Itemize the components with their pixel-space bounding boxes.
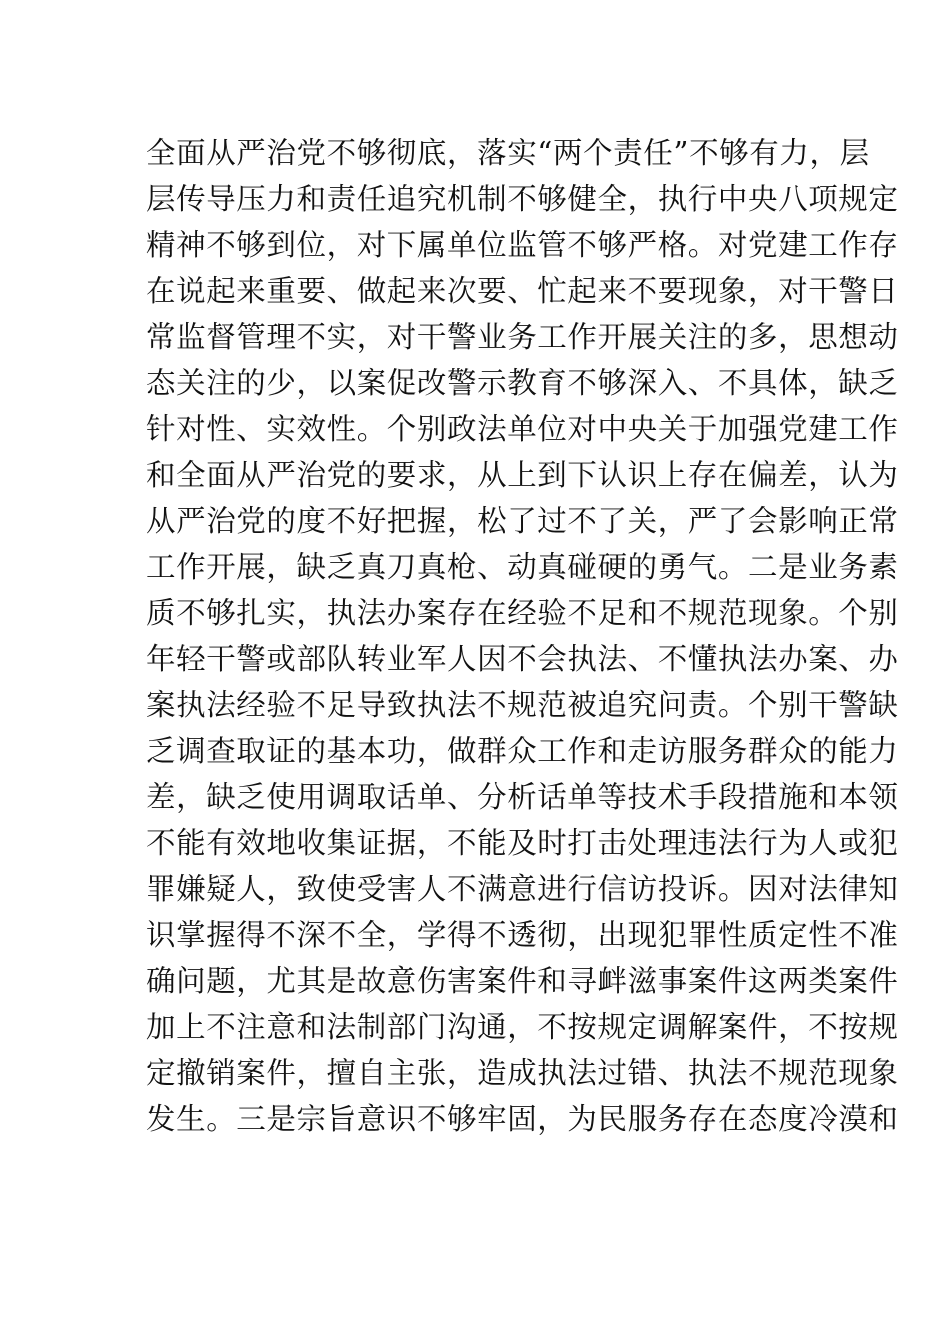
text-line: 确问题，尤其是故意伤害案件和寻衅滋事案件这两类案件 (146, 964, 899, 998)
text-line: 和全面从严治党的要求，从上到下认识上存在偏差，认为 (146, 458, 899, 492)
text-line: 年轻干警或部队转业军人因不会执法、不懂执法办案、办 (146, 642, 899, 676)
text-line: 针对性、实效性。个别政法单位对中央关于加强党建工作 (146, 412, 899, 446)
text-line: 全面从严治党不够彻底，落实“两个责任”不够有力，层 (146, 136, 870, 170)
body-paragraph (146, 130, 899, 1142)
text-line: 从严治党的度不好把握，松了过不了关，严了会影响正常 (146, 504, 899, 538)
text-line: 定撤销案件，擅自主张，造成执法过错、执法不规范现象 (146, 1056, 899, 1090)
text-line: 乏调查取证的基本功，做群众工作和走访服务群众的能力 (146, 734, 899, 768)
text-line: 工作开展，缺乏真刀真枪、动真碰硬的勇气。二是业务素 (146, 550, 899, 584)
text-line: 常监督管理不实，对干警业务工作开展关注的多，思想动 (146, 320, 899, 354)
text-line: 层传导压力和责任追究机制不够健全，执行中央八项规定 (146, 182, 899, 216)
text-line: 在说起来重要、做起来次要、忙起来不要现象，对干警日 (146, 274, 899, 308)
text-line: 罪嫌疑人，致使受害人不满意进行信访投诉。因对法律知 (146, 872, 899, 906)
text-line: 案执法经验不足导致执法不规范被追究问责。个别干警缺 (146, 688, 899, 722)
text-line: 加上不注意和法制部门沟通，不按规定调解案件，不按规 (146, 1010, 899, 1044)
text-line: 精神不够到位，对下属单位监管不够严格。对党建工作存 (146, 228, 899, 262)
text-line: 质不够扎实，执法办案存在经验不足和不规范现象。个别 (146, 596, 899, 630)
text-line: 差，缺乏使用调取话单、分析话单等技术手段措施和本领 (146, 780, 899, 814)
text-line: 识掌握得不深不全，学得不透彻，出现犯罪性质定性不准 (146, 918, 899, 952)
text-line: 态关注的少，以案促改警示教育不够深入、不具体，缺乏 (146, 366, 899, 400)
text-line: 发生。三是宗旨意识不够牢固，为民服务存在态度冷漠和 (146, 1102, 899, 1136)
text-line: 不能有效地收集证据，不能及时打击处理违法行为人或犯 (146, 826, 899, 860)
